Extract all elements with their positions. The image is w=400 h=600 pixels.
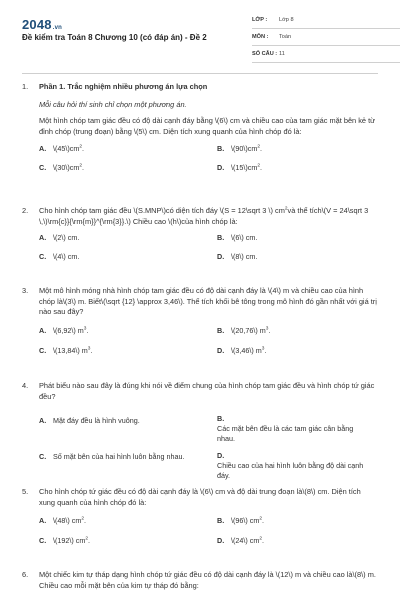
option-b[interactable]: B. $\backslash(90\backslash)cm^2$. (217, 143, 263, 153)
option-letter: A. (39, 516, 47, 526)
option-c[interactable]: C. \(13,84\) $m^3$. (39, 346, 93, 356)
option-letter: B. (217, 233, 225, 243)
meta-value: Toán (279, 34, 292, 41)
question-2 (22, 206, 378, 267)
options-group (39, 402, 378, 480)
section-instruction: Mỗi câu hỏi thí sinh chỉ chọn một phương án. (39, 99, 187, 109)
option-letter: A. (39, 416, 47, 426)
logo-suffix: .vn (52, 25, 63, 31)
question-text: Một hình chóp tam giác đều có độ dài cạnh đáy bằng \(6\) cm và chiều cao của tam giác mặt bên kẻ từ đỉnh chóp (trung đoạn) bằng \(5\) cm. Diện tích xung quanh của hình chóp đó là: (39, 116, 376, 137)
question-number: 1. (22, 82, 29, 91)
option-letter: C. (39, 346, 47, 356)
option-letter: D. (217, 536, 225, 546)
option-b[interactable]: B. \(20,76\) $m^3$. (217, 326, 271, 336)
meta-label: SỐ CÂU : (252, 51, 278, 58)
option-letter: D. (217, 346, 225, 356)
logo-main: 2048 (22, 17, 52, 32)
options-group (39, 227, 378, 267)
option-a[interactable]: A. \(48\) $cm^2$. (39, 516, 87, 526)
question-3 (22, 286, 378, 358)
option-d[interactable]: D. $\backslash(15\backslash)cm^2$. (217, 162, 263, 172)
question-number: 2. (22, 206, 29, 215)
option-d[interactable]: D. \(8\) cm. (217, 252, 258, 262)
options-group (39, 508, 378, 548)
option-letter: B. (217, 143, 225, 153)
option-b[interactable]: B.Các mặt bên đều là các tam giác cân bằng nhau. (217, 414, 354, 443)
options-group (39, 318, 378, 358)
option-d[interactable]: D. \(24\) $cm^2$. (217, 536, 265, 546)
question-text: Cho hình chóp tam giác đều \(S.MNP\)có diện tích đáy \(S = 12\sqrt 3 \) $cm^2và$ thể tích\(V = 24\sqrt 3 \,\)\rm{c}}{\rm{m}}^{\rm{3}}.\) Chiều cao \(h\)của hình chóp là: (39, 206, 369, 226)
option-letter: D. (217, 162, 225, 172)
option-c[interactable]: C. Số mặt bên của hai hình luôn bằng nhau. (39, 452, 185, 462)
meta-value: 11 (279, 51, 285, 58)
question-6 (22, 570, 378, 591)
meta-label: MÔN : (252, 34, 269, 41)
question-number: 4. (22, 381, 29, 390)
question-text: Cho hình chóp tứ giác đều có độ dài cạnh đáy là \(6\) cm và độ dài trung đoạn là\(8\) cm. Diện tích xung quanh của hình chóp đó là: (39, 487, 361, 507)
option-letter: C. (39, 536, 47, 546)
meta-label: LỚP : (252, 17, 268, 24)
question-number: 5. (22, 487, 29, 496)
option-b[interactable]: B. \(6\) cm. (217, 233, 258, 243)
option-b[interactable]: B. \(96\) $cm^2$. (217, 516, 265, 526)
question-5 (22, 487, 378, 548)
site-logo[interactable] (22, 16, 62, 34)
option-c[interactable]: C. $\backslash(30\backslash)cm^2$. (39, 162, 85, 172)
question-text: Một mô hình móng nhà hình chóp tam giác đều có độ dài cạnh đáy là \(4\) m và chiều cao của hình chóp là\(3\) m. Biết\(\sqrt {12} \approx 3,46\). Thể tích khối bê tông trong mô hình đó gần nhất với giá trị nào sau đây? (39, 286, 377, 317)
question-number: 6. (22, 570, 29, 579)
option-letter: B. (217, 326, 225, 336)
option-letter: A. (39, 233, 47, 243)
option-a[interactable]: A. \(2\) cm. (39, 233, 80, 243)
option-d[interactable]: D.Chiều cao của hai hình luôn bằng độ dài cạnh đáy. (217, 451, 364, 480)
page-header (22, 0, 378, 74)
option-d[interactable]: D. \(3,46\) $m^3$. (217, 346, 267, 356)
question-number: 3. (22, 286, 29, 295)
option-a[interactable]: A. \(6,92\) $m^3$. (39, 326, 89, 336)
meta-row-subject (252, 29, 400, 46)
meta-row-count (252, 46, 400, 63)
page-title: Đề kiểm tra Toán 8 Chương 10 (có đáp án) - Đề 2 (22, 33, 207, 42)
option-letter: D. (217, 451, 225, 461)
option-letter: C. (39, 452, 47, 462)
option-c[interactable]: C. \(4\) cm. (39, 252, 80, 262)
option-letter: A. (39, 326, 47, 336)
section-title: Phần 1. Trắc nghiệm nhiều phương án lựa chọn (39, 82, 208, 91)
question-text: Một chiếc kim tự tháp dạng hình chóp tứ giác đều có độ dài cạnh đáy là \(12\) m và chiều cao là\(8\) m. Chiều cao mỗi mặt bên của kim tự tháp đó bằng: (39, 570, 376, 590)
option-letter: C. (39, 162, 47, 172)
exam-meta-table (252, 12, 400, 63)
option-letter: B. (217, 516, 225, 526)
question-text: Phát biểu nào sau đây là đúng khi nói về điểm chung của hình chóp tam giác đều và hình chóp tứ giác đều? (39, 381, 375, 401)
meta-row-class (252, 12, 400, 29)
option-letter: C. (39, 252, 47, 262)
option-c[interactable]: C. \(192\) $cm^2$. (39, 536, 91, 546)
option-a[interactable]: A. Mặt đáy đều là hình vuông. (39, 416, 140, 426)
meta-value: Lớp 8 (279, 17, 294, 24)
question-1 (22, 82, 378, 178)
option-letter: D. (217, 252, 225, 262)
options-group (39, 138, 378, 178)
option-letter: B. (217, 414, 225, 424)
option-letter: A. (39, 143, 47, 153)
question-4 (22, 381, 378, 480)
option-a[interactable]: A. $\backslash(45\backslash)cm^2$. (39, 143, 85, 153)
